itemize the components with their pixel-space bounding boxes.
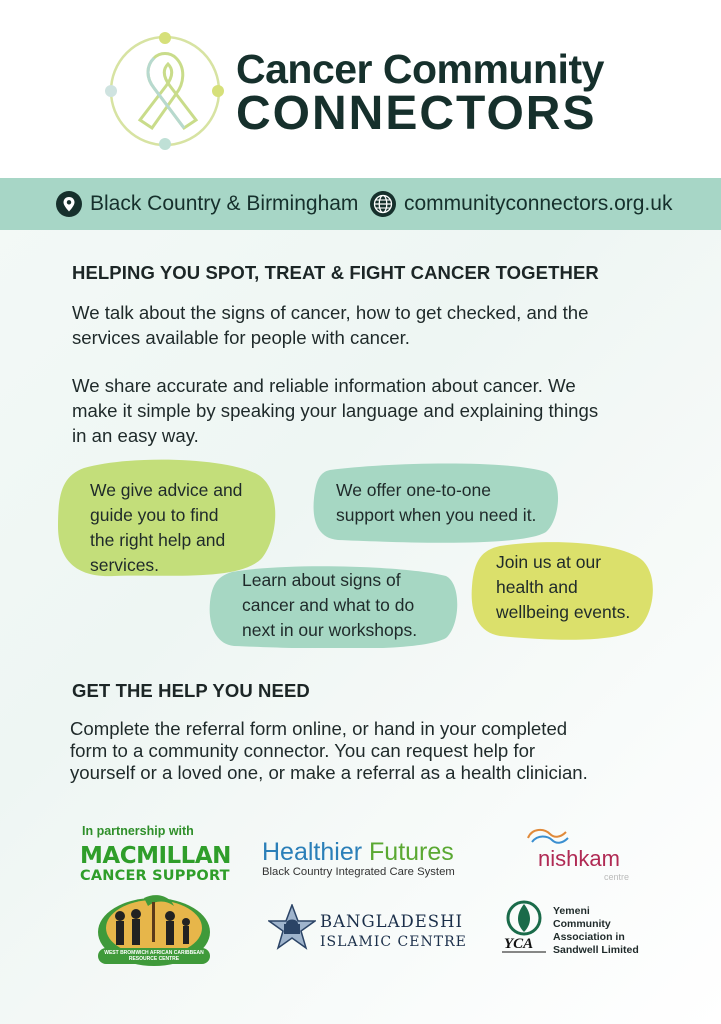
- yca-line: Sandwell Limited: [553, 944, 639, 956]
- yca-line: Community: [553, 918, 611, 930]
- location-item: [56, 178, 358, 230]
- hf-word1: Healthier: [262, 838, 363, 866]
- paragraph-line: We talk about the signs of cancer, how to get checked, and the: [72, 302, 589, 323]
- west-bromwich-caption: WEST BROMWICH AFRICAN CARIBBEAN RESOURCE CENTRE: [104, 950, 204, 962]
- macmillan-line2: CANCER SUPPORT: [80, 868, 230, 884]
- location-text: Black Country & Birmingham: [90, 192, 359, 215]
- nishkam-swirl-icon: [524, 826, 570, 848]
- intro-paragraph-1: [72, 300, 672, 350]
- website-link[interactable]: communityconnectors.org.uk: [404, 192, 673, 215]
- paragraph-line: We share accurate and reliable information about cancer. We: [72, 375, 576, 396]
- healthier-futures-subtitle: Black Country Integrated Care System: [262, 866, 455, 878]
- bubble-line: wellbeing events.: [496, 602, 631, 622]
- ribbon-logo-icon: [102, 28, 228, 154]
- nishkam-logo: nishkam: [538, 846, 620, 871]
- bubble-line: cancer and what to do: [242, 595, 415, 615]
- macmillan-logo: [80, 843, 231, 886]
- yca-logo-icon: [502, 900, 548, 960]
- paragraph-line: services available for people with cancer.: [72, 327, 410, 348]
- website-item[interactable]: [370, 178, 672, 230]
- macmillan-line1: MACMILLAN: [80, 843, 231, 869]
- yca-line: Yemeni: [553, 905, 590, 917]
- bubble-line: We offer one-to-one: [336, 480, 492, 500]
- hf-word2: Futures: [369, 838, 454, 866]
- map-pin-icon: [56, 191, 82, 217]
- healthier-futures-logo: [262, 838, 454, 867]
- logo-title-line2: CONNECTORS: [236, 87, 597, 140]
- bic-line1: BANGLADESHI: [320, 912, 464, 931]
- paragraph-line: form to a community connector. You can request help for: [70, 740, 536, 761]
- bubble-line: We give advice and: [90, 480, 243, 500]
- yca-name: [553, 905, 639, 957]
- bubble-support: [310, 462, 560, 544]
- bubble-line: guide you to find: [90, 505, 219, 525]
- logo-title-line1: Cancer Community: [236, 46, 604, 92]
- section-heading-get-help: GET THE HELP YOU NEED: [72, 680, 310, 701]
- referral-paragraph: [70, 718, 710, 784]
- bubble-line: next in our workshops.: [242, 620, 418, 640]
- yca-line: Association in: [553, 931, 625, 943]
- section-heading-helping: HELPING YOU SPOT, TREAT & FIGHT CANCER TOGETHER: [72, 262, 599, 283]
- bubble-line: Learn about signs of: [242, 570, 401, 590]
- bangladeshi-islamic-centre-star-icon: [268, 904, 316, 950]
- contact-band: [0, 178, 721, 230]
- yca-badge-text: YCA: [504, 936, 534, 952]
- bubble-line: services.: [90, 555, 160, 575]
- paragraph-line: in an easy way.: [72, 425, 199, 446]
- paragraph-line: yourself or a loved one, or make a referral as a health clinician.: [70, 762, 588, 783]
- intro-paragraph-2: [72, 373, 672, 448]
- globe-icon: [370, 191, 396, 217]
- nishkam-subtitle: centre: [604, 872, 630, 882]
- bubble-line: health and: [496, 577, 578, 597]
- paragraph-line: make it simple by speaking your language and explaining things: [72, 400, 599, 421]
- bubble-line: support when you need it.: [336, 505, 537, 525]
- bic-line2: ISLAMIC CENTRE: [320, 934, 467, 950]
- bubble-line: the right help and: [90, 530, 226, 550]
- bubble-events: [470, 540, 656, 640]
- partnership-label: In partnership with: [82, 824, 194, 838]
- bubble-workshops: [208, 562, 458, 648]
- header: [0, 0, 721, 178]
- paragraph-line: Complete the referral form online, or hand in your completed: [70, 718, 568, 739]
- bubble-line: Join us at our: [496, 552, 602, 572]
